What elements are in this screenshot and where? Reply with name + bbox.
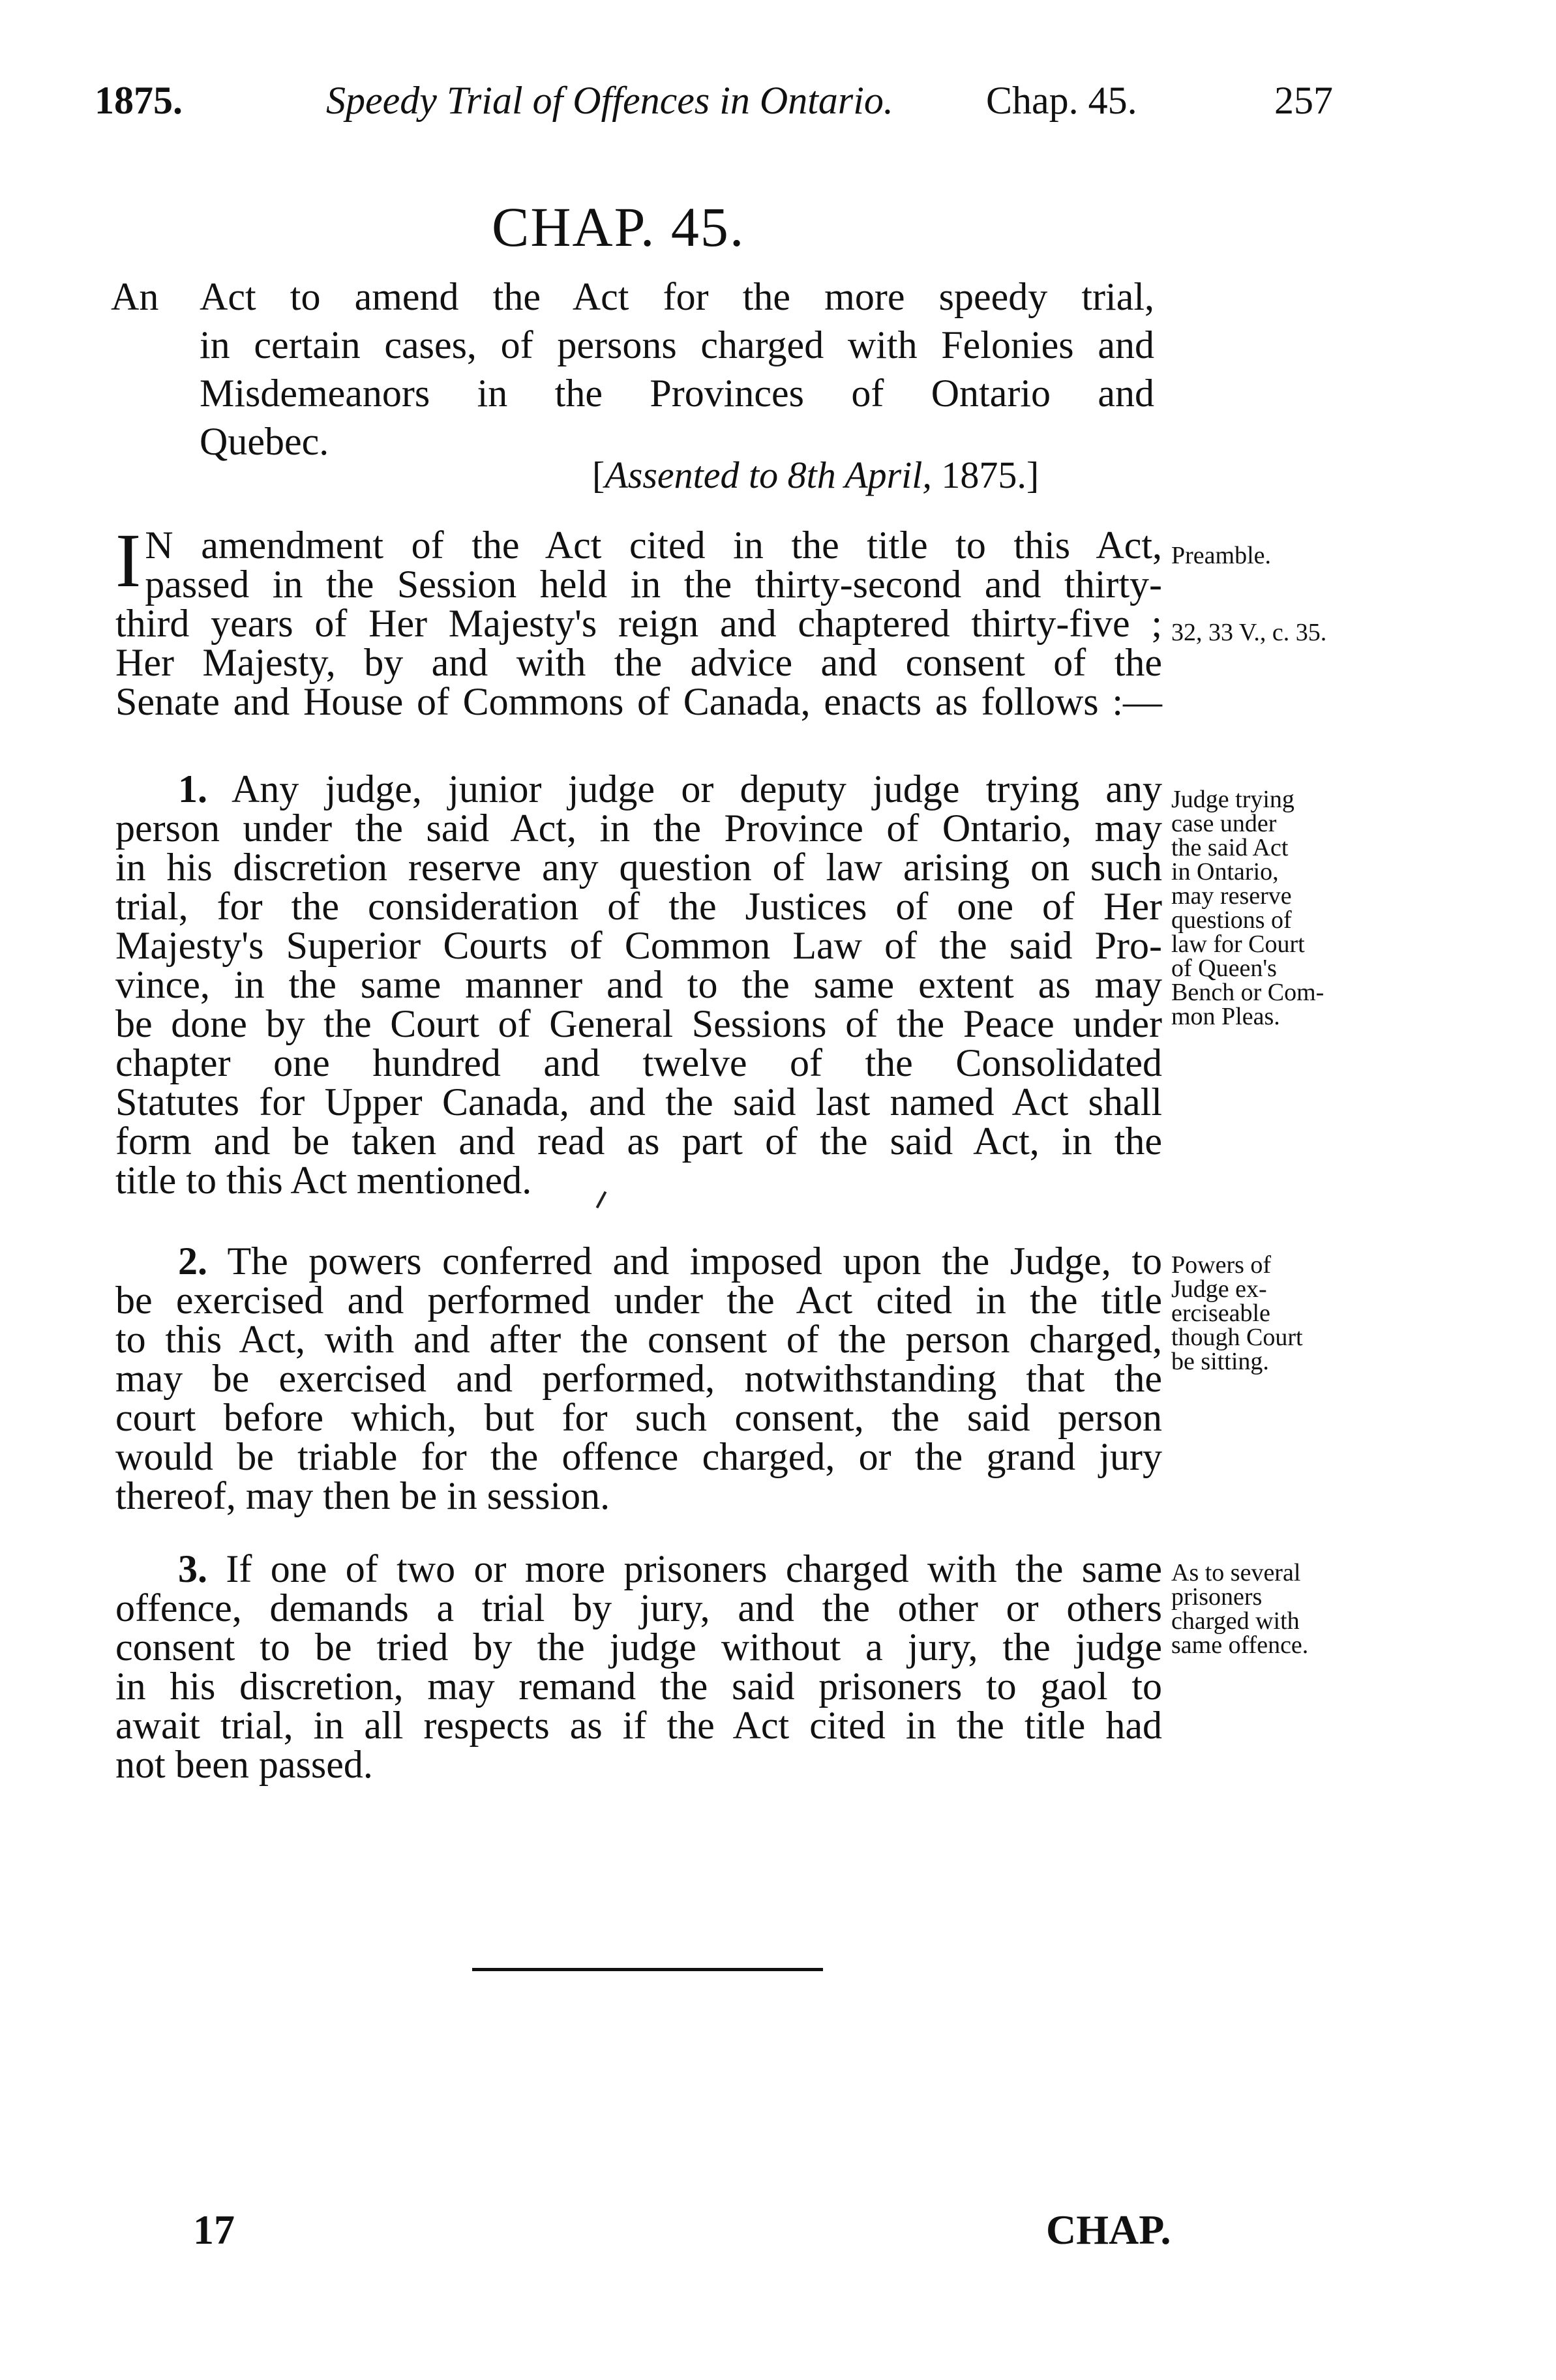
section-line — [178, 1242, 1162, 1281]
margin-note-line: Powers of — [1171, 1251, 1272, 1279]
drop-cap: I — [115, 518, 142, 603]
section-line: Statutes for Upper Canada, and the said last named Act shall — [115, 1080, 1162, 1123]
preamble-line: Senate and House of Commons of Canada, enacts as follows :— — [115, 680, 1162, 723]
act-title — [111, 273, 1154, 466]
section-line-text: If one of two or more prisoners charged with the same — [226, 1547, 1163, 1590]
act-title-line — [111, 273, 1154, 321]
section-line: may be exercised and performed, notwithstanding that the — [115, 1357, 1162, 1400]
section-line: vince, in the same manner and to the same extent as may — [115, 963, 1162, 1006]
margin-note-line: Judge trying — [1171, 786, 1294, 813]
margin-note-line: may reserve — [1171, 882, 1292, 910]
section-number: 2. — [178, 1240, 207, 1283]
assent-text: Assented to 8th April, — [605, 454, 932, 496]
section-line-text: Any judge, junior judge or deputy judge trying any — [231, 767, 1162, 811]
margin-note-line: charged with — [1171, 1607, 1300, 1635]
section-line: would be triable for the offence charged, or the grand jury — [115, 1435, 1162, 1478]
header-chapter: Chap. 45. — [986, 79, 1137, 122]
margin-note-section-3 — [1171, 1561, 1367, 1658]
act-title-line: Misdemeanors in the Provinces of Ontario and — [200, 372, 1154, 415]
section-line: court before which, but for such consent, the said person — [115, 1396, 1162, 1439]
section-line: thereof, may then be in session. — [115, 1474, 610, 1517]
assent-line — [592, 453, 1039, 498]
assent-year: 1875.] — [931, 454, 1040, 496]
section-line: await trial, in all respects as if the Act cited in the title had — [115, 1704, 1162, 1747]
section-line: be done by the Court of General Sessions of the Peace under — [115, 1002, 1162, 1045]
section-line: in his discretion reserve any question of law arising on such — [115, 846, 1162, 889]
margin-note-line: in Ontario, — [1171, 858, 1279, 885]
margin-note-line: Preamble. — [1171, 542, 1272, 569]
section-line: not been passed. — [115, 1743, 373, 1786]
act-title-line: Quebec. — [200, 420, 329, 463]
section-line: form and be taken and read as part of the said Act, in the — [115, 1120, 1162, 1163]
signature-mark: 17 — [193, 2207, 235, 2253]
margin-note-line: questions of — [1171, 906, 1292, 934]
preamble — [115, 518, 1162, 723]
header-year: 1875. — [95, 79, 183, 122]
preamble-line: Her Majesty, by and with the advice and consent of the — [115, 641, 1162, 684]
margin-note-line: case under — [1171, 810, 1277, 837]
section-line: Majesty's Superior Courts of Common Law of the said Pro- — [115, 924, 1162, 967]
margin-note-line: the said Act — [1171, 834, 1289, 861]
preamble-line: N amendment of the Act cited in the title to this Act, — [145, 524, 1162, 567]
section-line: trial, for the consideration of the Justices of one of Her — [115, 885, 1162, 928]
margin-note-line: though Court — [1171, 1324, 1303, 1351]
preamble-line: third years of Her Majesty's reign and chaptered thirty-five ; — [115, 602, 1162, 645]
margin-note-line: Judge ex- — [1171, 1275, 1267, 1303]
margin-note-section-2 — [1171, 1253, 1367, 1374]
section-line: person under the said Act, in the Province of Ontario, may — [115, 807, 1162, 850]
section-number: 3. — [178, 1547, 207, 1590]
section-line-text: The powers conferred and imposed upon the Judge, to — [227, 1240, 1162, 1283]
margin-note-line: be sitting. — [1171, 1348, 1269, 1375]
margin-note-line: prisoners — [1171, 1583, 1263, 1611]
margin-note-preamble — [1171, 544, 1367, 568]
act-title-first-word: An — [111, 275, 159, 318]
section-line — [178, 1549, 1162, 1588]
margin-note-line: As to several — [1171, 1559, 1301, 1586]
closing-rule — [472, 1968, 823, 1971]
section-line: to this Act, with and after the consent of the person charged, — [115, 1318, 1162, 1361]
margin-note-line: 32, 33 V., c. 35. — [1171, 619, 1327, 646]
margin-note-line: mon Pleas. — [1171, 1003, 1280, 1030]
section-3 — [115, 1549, 1162, 1784]
catchword: CHAP. — [1046, 2207, 1171, 2253]
margin-note-line: erciseable — [1171, 1300, 1270, 1327]
section-number: 1. — [178, 767, 207, 811]
section-1 — [115, 769, 1162, 1200]
preamble-line: passed in the Session held in the thirty-second and thirty- — [145, 563, 1162, 606]
margin-note-line: of Queen's — [1171, 955, 1277, 982]
page-number: 257 — [1274, 79, 1333, 122]
margin-note-line: same offence. — [1171, 1631, 1309, 1659]
section-line: in his discretion, may remand the said prisoners to gaol to — [115, 1665, 1162, 1708]
section-line: chapter one hundred and twelve of the Consolidated — [115, 1041, 1162, 1084]
margin-note-line: Bench or Com- — [1171, 979, 1324, 1006]
section-2 — [115, 1242, 1162, 1515]
section-line — [178, 769, 1162, 809]
section-line: be exercised and performed under the Act cited in the title — [115, 1279, 1162, 1322]
section-line: consent to be tried by the judge without a jury, the judge — [115, 1626, 1162, 1669]
margin-note-line: law for Court — [1171, 930, 1305, 958]
section-line: offence, demands a trial by jury, and the other or others — [115, 1586, 1162, 1629]
act-title-line: in certain cases, of persons charged with Felonies and — [200, 323, 1154, 366]
assent-open-bracket: [ — [592, 454, 605, 496]
margin-note-section-1 — [1171, 788, 1367, 1029]
chapter-heading: CHAP. 45. — [492, 196, 745, 258]
running-title: Speedy Trial of Offences in Ontario. — [326, 79, 893, 122]
act-title-line-text: Act to amend the Act for the more speedy trial, — [200, 275, 1154, 318]
section-line: title to this Act mentioned. — [115, 1159, 532, 1202]
margin-note-citation — [1171, 621, 1367, 645]
